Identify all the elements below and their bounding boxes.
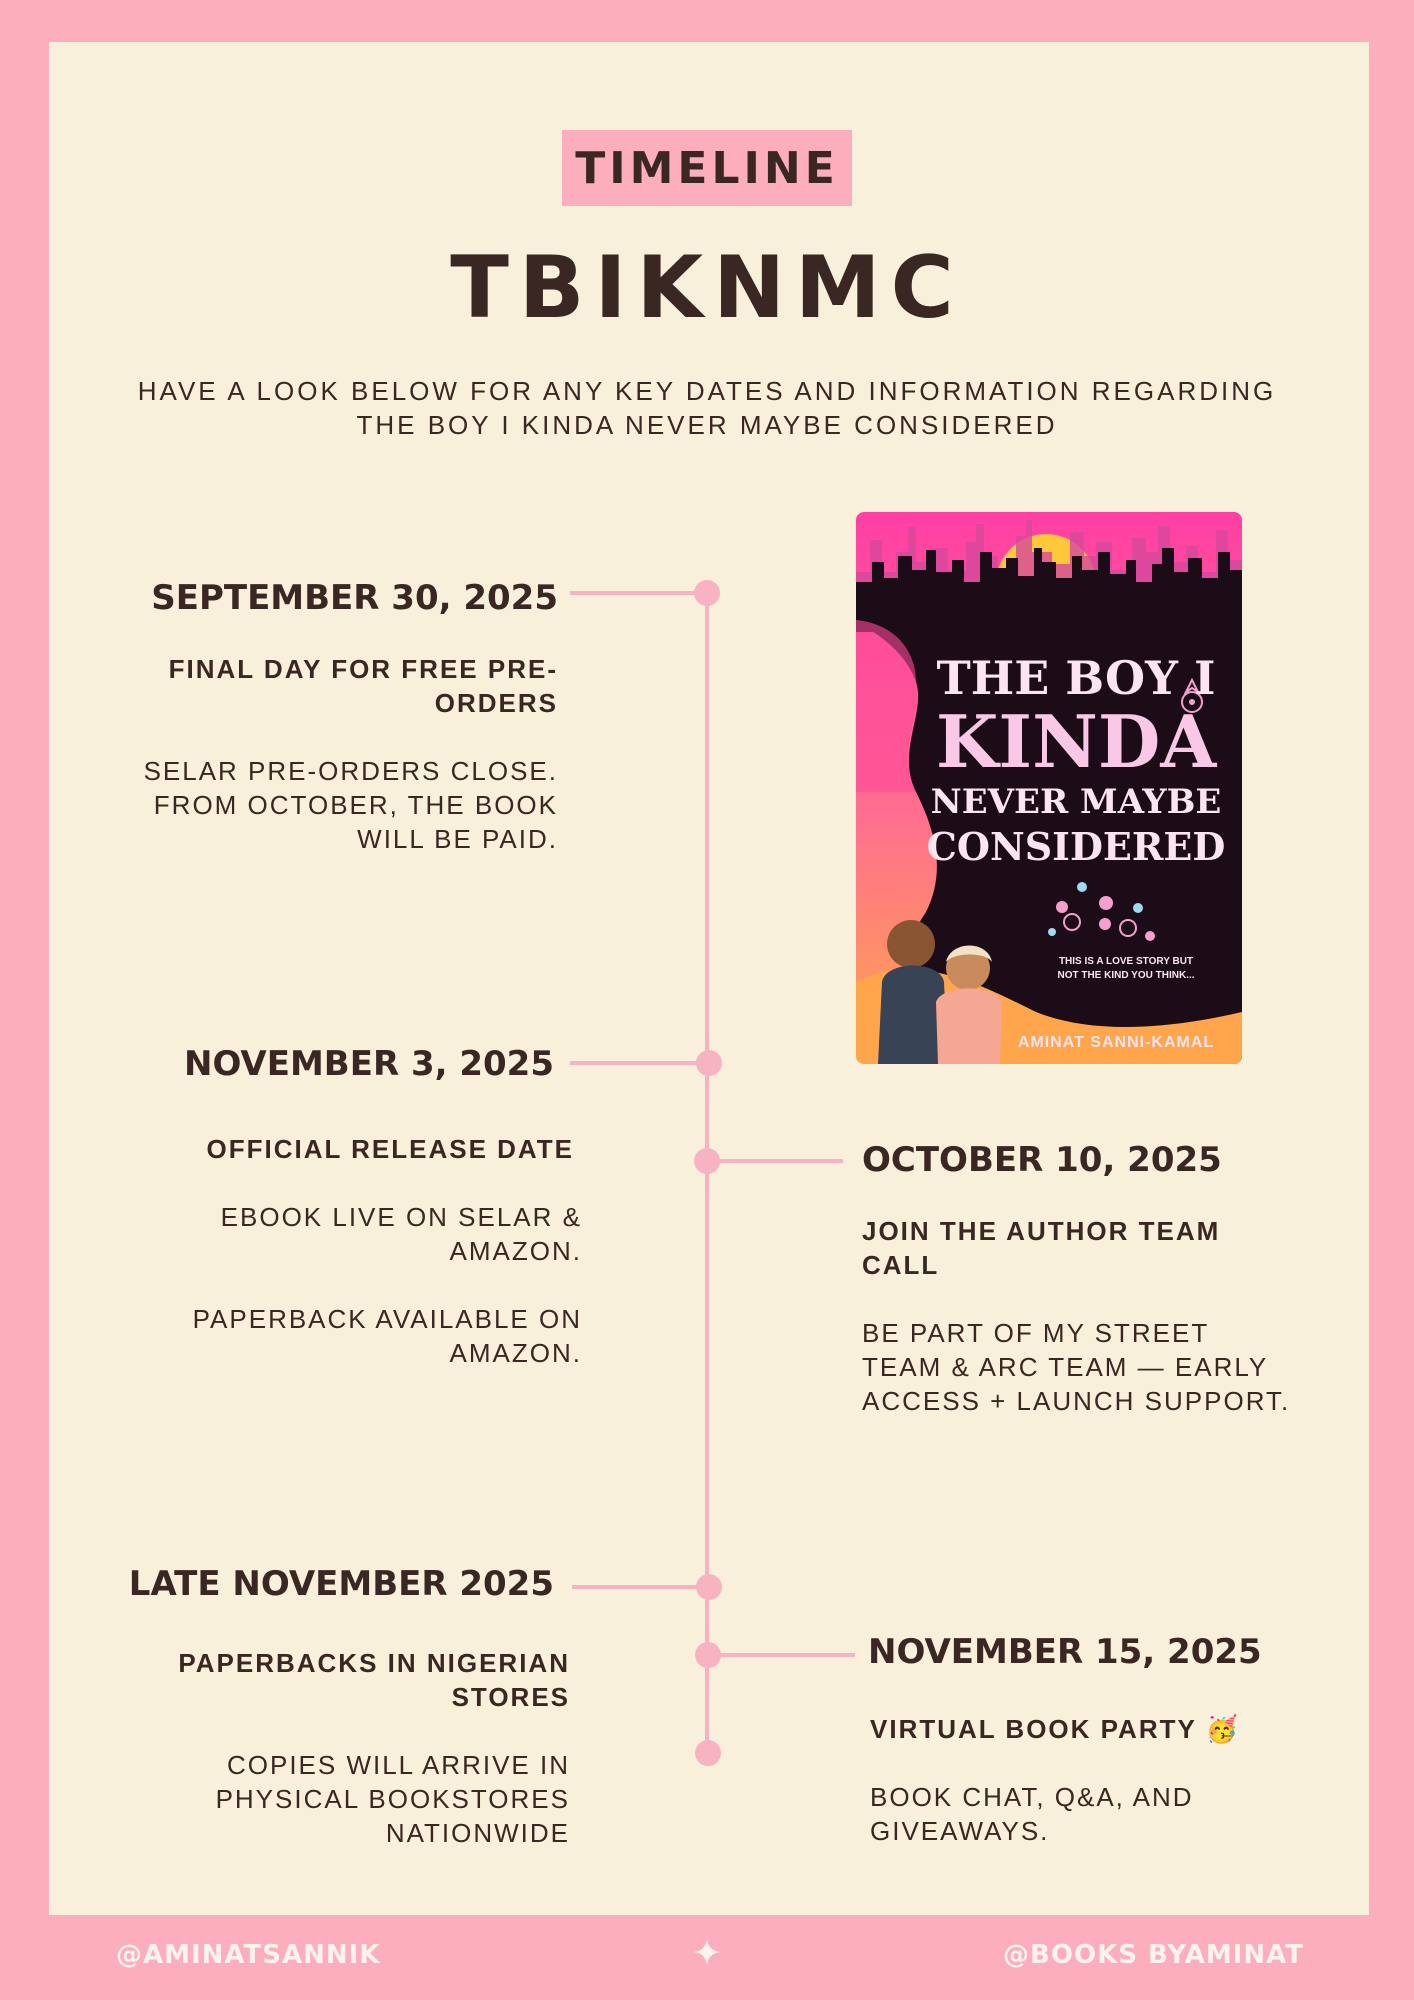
sparkle-icon-shape bbox=[693, 1938, 721, 1966]
body-line: BE PART OF MY STREET bbox=[862, 1318, 1210, 1348]
body-line: BOOK CHAT, Q&A, AND bbox=[870, 1782, 1194, 1812]
connector-nov3 bbox=[570, 1061, 700, 1065]
cover-tagline bbox=[1016, 955, 1236, 983]
heading-line: ORDERS bbox=[434, 688, 558, 718]
body-line: PAPERBACK AVAILABLE ON bbox=[192, 1304, 582, 1334]
event-heading-nov3: OFFICIAL RELEASE DATE bbox=[206, 1134, 574, 1164]
cover-author: AMINAT SANNI-KAMAL bbox=[1017, 1034, 1215, 1051]
cover-title-line: CONSIDERED bbox=[926, 824, 1226, 869]
body-line: PHYSICAL BOOKSTORES bbox=[215, 1784, 570, 1814]
body-line: GIVEAWAYS. bbox=[870, 1816, 1050, 1846]
body-line: AMAZON. bbox=[449, 1338, 582, 1368]
connector-oct10 bbox=[715, 1159, 843, 1163]
heading-line: PAPERBACKS IN NIGERIAN bbox=[178, 1648, 570, 1678]
heading-line: JOIN THE AUTHOR TEAM bbox=[862, 1216, 1221, 1246]
cover-tagline-line: NOT THE KIND YOU THINK... bbox=[1057, 970, 1195, 981]
event-body-nov3 bbox=[142, 1200, 582, 1370]
cover-tagline-line: THIS IS A LOVE STORY BUT bbox=[1058, 956, 1194, 967]
event-body-late-nov bbox=[130, 1748, 570, 1850]
event-heading-nov15: VIRTUAL BOOK PARTY 🥳 bbox=[870, 1714, 1240, 1744]
spacer bbox=[142, 1268, 582, 1302]
footer-left-handle: @AMINATSANNIK bbox=[116, 1940, 381, 1970]
connector-nov15 bbox=[715, 1653, 855, 1657]
cover-title-line: KINDA bbox=[935, 699, 1217, 784]
cover-title bbox=[926, 652, 1226, 870]
cover-title-line: NEVER MAYBE bbox=[930, 782, 1222, 822]
body-line: ACCESS + LAUNCH SUPPORT. bbox=[862, 1386, 1291, 1416]
event-body-oct10 bbox=[862, 1316, 1332, 1418]
body-line: AMAZON. bbox=[449, 1236, 582, 1266]
body-line: NATIONWIDE bbox=[385, 1818, 570, 1848]
body-line: EBOOK LIVE ON SELAR & bbox=[220, 1202, 582, 1232]
event-date-oct10: OCTOBER 10, 2025 bbox=[862, 1140, 1222, 1180]
event-body-sep30 bbox=[118, 754, 558, 856]
book-cover bbox=[856, 512, 1242, 1064]
event-date-nov15: NOVEMBER 15, 2025 bbox=[868, 1632, 1262, 1672]
heading-line: CALL bbox=[862, 1250, 940, 1280]
body-line: COPIES WILL ARRIVE IN bbox=[226, 1750, 570, 1780]
event-date-late-nov: LATE NOVEMBER 2025 bbox=[128, 1564, 554, 1604]
connector-late-nov bbox=[572, 1585, 700, 1589]
body-line: WILL BE PAID. bbox=[357, 824, 558, 854]
subtitle-line: HAVE A LOOK BELOW FOR ANY KEY DATES AND INFORMATION REGARDING bbox=[137, 376, 1277, 406]
body-line: TEAM & ARC TEAM — EARLY bbox=[862, 1352, 1269, 1382]
subtitle-line: THE BOY I KINDA NEVER MAYBE CONSIDERED bbox=[356, 410, 1058, 440]
event-heading-late-nov bbox=[130, 1646, 570, 1714]
connector-sep30 bbox=[570, 591, 700, 595]
body-line: FROM OCTOBER, THE BOOK bbox=[153, 790, 558, 820]
event-heading-oct10 bbox=[862, 1214, 1302, 1282]
cover-title-line: THE BOY I bbox=[936, 651, 1216, 705]
footer-right-handle: @BOOKS BYAMINAT bbox=[1003, 1940, 1304, 1970]
timeline-dot-end bbox=[695, 1740, 721, 1766]
event-date-sep30: SEPTEMBER 30, 2025 bbox=[151, 578, 558, 618]
page-subtitle bbox=[120, 374, 1294, 442]
page-title: TBIKNMC bbox=[450, 238, 964, 338]
event-body-nov15 bbox=[870, 1780, 1330, 1848]
body-line: SELAR PRE-ORDERS CLOSE. bbox=[143, 756, 558, 786]
event-date-nov3: NOVEMBER 3, 2025 bbox=[183, 1044, 554, 1084]
heading-line: FINAL DAY FOR FREE PRE- bbox=[168, 654, 558, 684]
event-heading-sep30 bbox=[118, 652, 558, 720]
heading-line: STORES bbox=[451, 1682, 570, 1712]
timeline-tag: TIMELINE bbox=[562, 130, 852, 206]
